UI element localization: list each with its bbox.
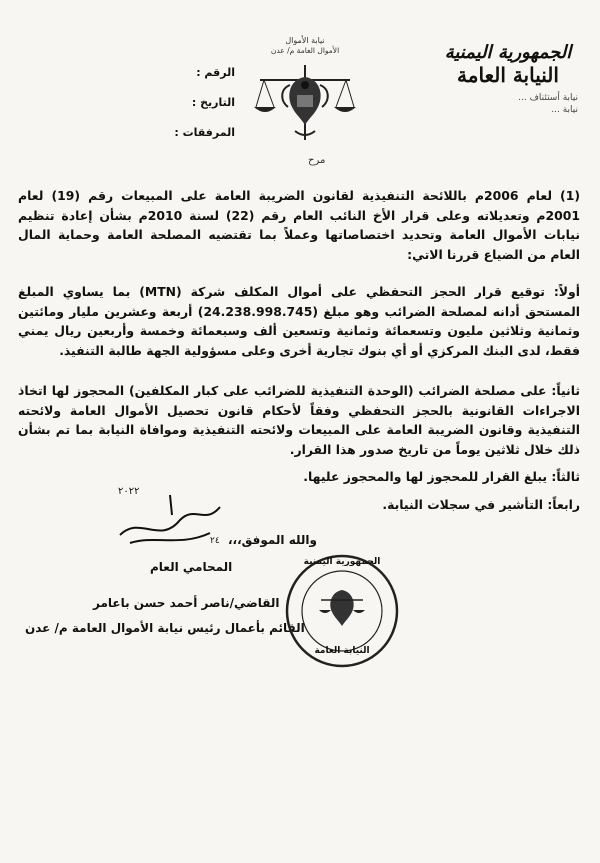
seal-bottom-text: النيابة العامة (314, 646, 370, 656)
paragraph-first-decision: أولاً: توقيع قرار الحجز التحفظي على أموال المكلف شركة (MTN) بما يساوي المبلغ المستحق أدانه لمصلحة الضرائب وهو مبلغ (24.238.998.745) أربعة وعشرين مليار ومائتين وثمانية وثلاثين مليون وتسعمائة وثمانية وتسعين ألف وسبعمائة وخمسة وأربعين ريال يمني فقط، لدى البنك المركزي أو أي بنوك تجارية أخرى وعلى مسؤولية الجهة طالبة التنفيذ. (18, 284, 581, 358)
letterhead-line-4: نيابة ... (551, 105, 578, 115)
paragraph-second-decision: ثانياً: على مصلحة الضرائب (الوحدة التنفيذية للضرائب على كبار المكلفين) المحجوز لها اتخاذ الاجراءات القانونية بالحجز التحفظي وفقاً لأحكام قانون تحصيل الأموال العامة ولائحته التنفيذية وقانون الضريبة العامة على المبيعات ولائحته التنفيذية وموافاة النيابة بما تم بشأن ذلك خلال ثلاثين يوماً من تاريخ صدور هذا القرار. (18, 383, 580, 457)
number-label: الرقم : (196, 66, 235, 79)
date-label: التاريخ : (191, 96, 235, 109)
signatory-title: المحامي العام (150, 560, 233, 574)
document-body (18, 186, 580, 514)
paragraph-fourth-decision: رابعاً: التأشير في سجلات النيابة. (382, 496, 580, 512)
reference-fields (150, 66, 235, 156)
reference-mark: مرح (308, 155, 326, 166)
national-emblem (250, 36, 360, 146)
attachments-label: المرفقات : (174, 126, 235, 139)
signature-mark: ٢٤ (210, 536, 220, 546)
closing-salutation: والله الموفق،،، (228, 533, 317, 547)
eagle-scales-icon (250, 55, 360, 145)
signature-date: ٢٠٢٢ (118, 486, 140, 497)
republic-name: الجمهورية اليمنية (444, 42, 572, 63)
signatory-position: القائم بأعمال رئيس نيابة الأموال العامة م/ عدن (25, 621, 305, 635)
emblem-caption-top: نيابة الأموال (285, 36, 325, 45)
office-name: النيابة العامة (457, 63, 559, 87)
letterhead-line-3: نيابة أستئناف ... (518, 93, 578, 103)
seal-top-text: الجمهورية اليمنية (303, 557, 381, 567)
paragraph-preamble: (1) لعام 2006م باللائحة التنفيذية لقانون الضريبة العامة على المبيعات رقم (19) لعام 2001م وتعديلاته وعلى قرار الأخ النائب العام رقم (22) لسنة 2010م بشأن إعادة تنظيم نيابات الأموال العامة وتحديد اختصاصاتها وعملاً بما تقتضيه المصلحة العامة وحماية المال العام من الضياع قررنا الاتي: (18, 188, 581, 262)
emblem-caption-bottom: الأموال العامة م/ عدن (270, 46, 340, 55)
letterhead-right (438, 42, 578, 115)
official-seal (283, 552, 401, 670)
paragraph-third-decision: ثالثاً: يبلغ القرار للمحجوز لها والمحجوز عليها. (303, 469, 580, 484)
signatory-name: القاضي/ناصر أحمد حسن باعامر (93, 596, 280, 610)
